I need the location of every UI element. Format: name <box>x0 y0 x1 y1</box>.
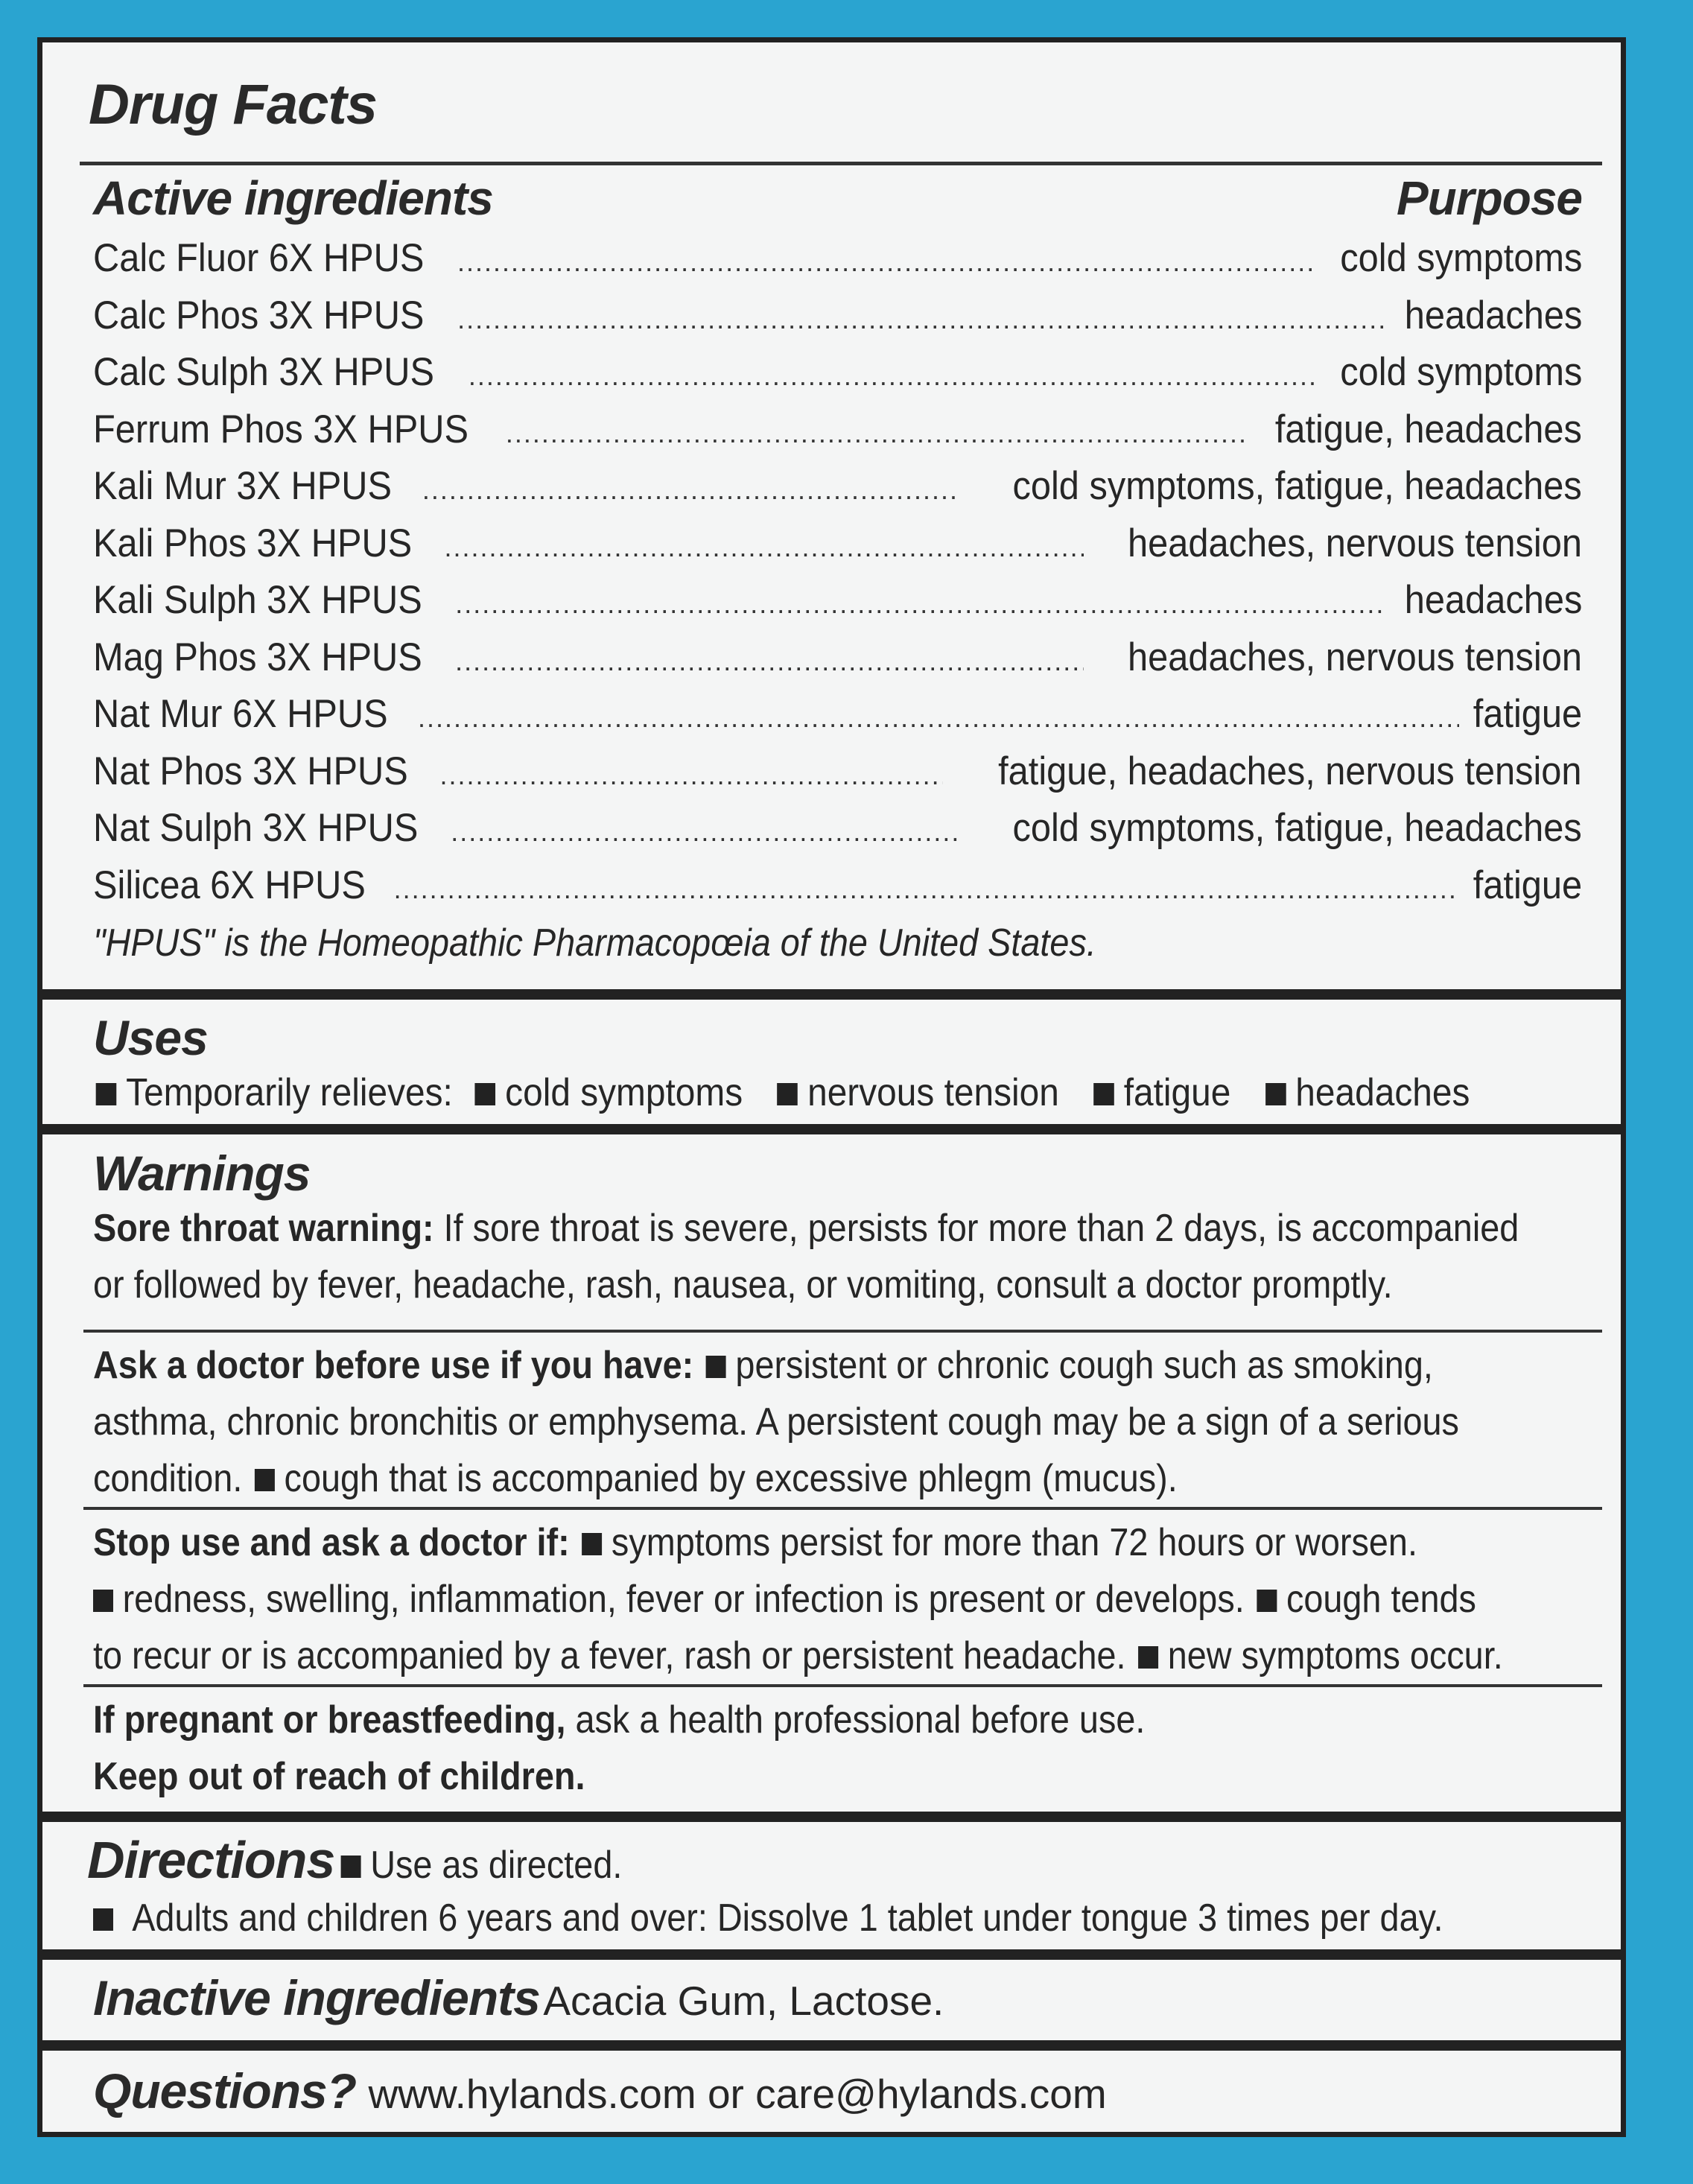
ingredient-purpose: headaches, nervous tension <box>1128 635 1582 679</box>
bullet-icon <box>255 1469 275 1491</box>
ingredient-name: Nat Mur 6X HPUS <box>93 692 388 736</box>
ingredient-row <box>93 629 1582 687</box>
warnings-section <box>42 1146 1621 1313</box>
bullet-icon <box>475 1083 496 1105</box>
uses-lead: Temporarily relieves: <box>126 1071 453 1114</box>
divider-ask-doctor <box>83 1330 1602 1333</box>
ask-doctor-section: Ask a doctor before use if you have: persistent or chronic cough such as smoking, asthma, chronic bronchitis or emphysema. A persistent cough may be a sign of a serious condition. cough that is accompanied by excessive phlegm (mucus). <box>93 1344 1459 1500</box>
ingredient-purpose: fatigue <box>1473 863 1582 907</box>
dot-leader <box>506 405 1244 463</box>
ingredient-row <box>93 800 1582 857</box>
dot-leader <box>394 861 1459 918</box>
active-header <box>93 171 1582 230</box>
ingredient-purpose: headaches <box>1404 578 1582 622</box>
inactive-section <box>42 1964 1621 2031</box>
dot-leader <box>455 633 1084 691</box>
keep-out-of-reach: Keep out of reach of children. <box>93 1755 585 1798</box>
active-ingredients-heading: Active ingredients <box>93 171 493 225</box>
directions-line-2: Adults and children 6 years and over: Dissolve 1 tablet under tongue 3 times per day. <box>132 1896 1443 1940</box>
questions-contact[interactable]: www.hylands.com or care@hylands.com <box>368 2071 1107 2117</box>
ingredient-row <box>93 344 1582 401</box>
inactive-heading: Inactive ingredients <box>93 1970 540 2025</box>
uses-heading: Uses <box>93 1010 208 1065</box>
ingredient-purpose: fatigue, headaches, nervous tension <box>998 749 1582 793</box>
pregnant-label: If pregnant or breastfeeding, <box>93 1698 566 1742</box>
divider-inactive <box>42 1949 1621 1960</box>
dot-leader <box>444 519 1084 577</box>
ingredient-purpose: fatigue <box>1473 692 1582 736</box>
uses-section <box>42 1011 1621 1121</box>
bullet-icon <box>1265 1083 1286 1105</box>
drug-facts-label <box>37 37 1626 2137</box>
ingredient-purpose: cold symptoms <box>1339 350 1582 394</box>
ingredient-row <box>93 458 1582 515</box>
ingredient-row <box>93 288 1582 345</box>
ingredient-name: Ferrum Phos 3X HPUS <box>93 407 469 451</box>
ingredient-purpose: cold symptoms <box>1339 236 1582 280</box>
dot-leader <box>468 348 1315 405</box>
ingredient-name: Silicea 6X HPUS <box>93 863 366 907</box>
dot-leader <box>451 804 959 861</box>
ingredient-name: Kali Mur 3X HPUS <box>93 464 393 508</box>
dot-leader <box>440 747 944 804</box>
purpose-heading: Purpose <box>1396 171 1582 225</box>
divider-uses <box>42 989 1621 1000</box>
ingredient-name: Calc Sulph 3X HPUS <box>93 350 435 394</box>
ingredient-name: Kali Phos 3X HPUS <box>93 521 413 565</box>
inactive-text: Acacia Gum, Lactose. <box>543 1978 944 2024</box>
divider-warnings <box>42 1124 1621 1134</box>
ingredient-name: Nat Phos 3X HPUS <box>93 749 408 793</box>
stop-use-section: Stop use and ask a doctor if: symptoms persist for more than 72 hours or worsen. redness, swelling, inflammation, fever or infection is present or develops. cough tends to recur or is accompanied by a fever, rash or persistent headache. new symptoms occur. <box>93 1521 1503 1677</box>
dot-leader <box>418 690 1459 747</box>
uses-item: headaches <box>1295 1071 1470 1114</box>
sore-throat-warning: Sore throat warning: If sore throat is severe, persists for more than 2 days, is accompanied or followed by fever, headache, rash, nausea, or vomiting, consult a doctor promptly. <box>93 1207 1519 1307</box>
hpus-note: "HPUS" is the Homeopathic Pharmacopœia of the United States. <box>93 921 1096 965</box>
bullet-icon <box>96 1083 117 1105</box>
directions-line-1: Use as directed. <box>369 1844 623 1887</box>
uses-item: nervous tension <box>807 1071 1059 1114</box>
warnings-heading: Warnings <box>93 1146 311 1201</box>
uses-item: cold symptoms <box>505 1071 743 1114</box>
dot-leader <box>457 291 1385 349</box>
ingredient-row <box>93 857 1582 915</box>
ingredient-name: Calc Phos 3X HPUS <box>93 293 425 337</box>
stop-use-label: Stop use and ask a doctor if: <box>93 1521 570 1564</box>
bullet-icon <box>1257 1590 1277 1612</box>
ingredient-row <box>93 572 1582 629</box>
bullet-icon <box>93 1590 113 1612</box>
divider-stop-use <box>83 1507 1602 1510</box>
bullet-icon <box>93 1908 113 1931</box>
ingredient-row <box>93 686 1582 743</box>
ingredient-purpose: cold symptoms, fatigue, headaches <box>1012 806 1582 850</box>
ingredient-name: Kali Sulph 3X HPUS <box>93 578 422 622</box>
ingredient-row <box>93 230 1582 288</box>
ingredient-row <box>93 515 1582 573</box>
ask-doctor-label: Ask a doctor before use if you have: <box>93 1344 694 1387</box>
questions-section <box>42 2054 1621 2128</box>
directions-heading: Directions <box>87 1831 335 1889</box>
divider-pregnant <box>83 1684 1602 1687</box>
directions-section <box>42 1830 1621 1946</box>
divider-directions <box>42 1812 1621 1822</box>
uses-item: fatigue <box>1123 1071 1231 1114</box>
bullet-icon <box>706 1356 726 1378</box>
ingredient-name: Nat Sulph 3X HPUS <box>93 806 419 850</box>
dot-leader <box>457 234 1315 291</box>
ingredient-list <box>93 230 1582 914</box>
bullet-icon <box>778 1083 798 1105</box>
ingredient-purpose: fatigue, headaches <box>1274 407 1582 451</box>
ingredient-purpose: headaches <box>1404 293 1582 337</box>
bullet-icon <box>340 1856 360 1878</box>
ingredient-row <box>93 743 1582 801</box>
drug-facts-title: Drug Facts <box>89 73 377 136</box>
active-ingredients-section <box>42 171 1621 969</box>
ingredient-row <box>93 401 1582 459</box>
questions-heading: Questions? <box>93 2063 357 2118</box>
ingredient-name: Mag Phos 3X HPUS <box>93 635 422 679</box>
bullet-icon <box>1138 1646 1158 1669</box>
bullet-icon <box>582 1533 602 1555</box>
sore-throat-label: Sore throat warning: <box>93 1207 434 1250</box>
bullet-icon <box>1093 1083 1114 1105</box>
dot-leader <box>455 576 1384 633</box>
dot-leader <box>422 462 959 519</box>
ingredient-purpose: cold symptoms, fatigue, headaches <box>1012 464 1582 508</box>
ingredient-name: Calc Fluor 6X HPUS <box>93 236 425 280</box>
title-panel <box>42 72 1621 147</box>
pregnancy-section: If pregnant or breastfeeding, ask a health professional before use. Keep out of reach of children. <box>42 1692 1621 1805</box>
ingredient-purpose: headaches, nervous tension <box>1128 521 1582 565</box>
uses-list <box>93 1064 1582 1121</box>
divider-questions <box>42 2040 1621 2051</box>
title-divider <box>80 162 1602 165</box>
